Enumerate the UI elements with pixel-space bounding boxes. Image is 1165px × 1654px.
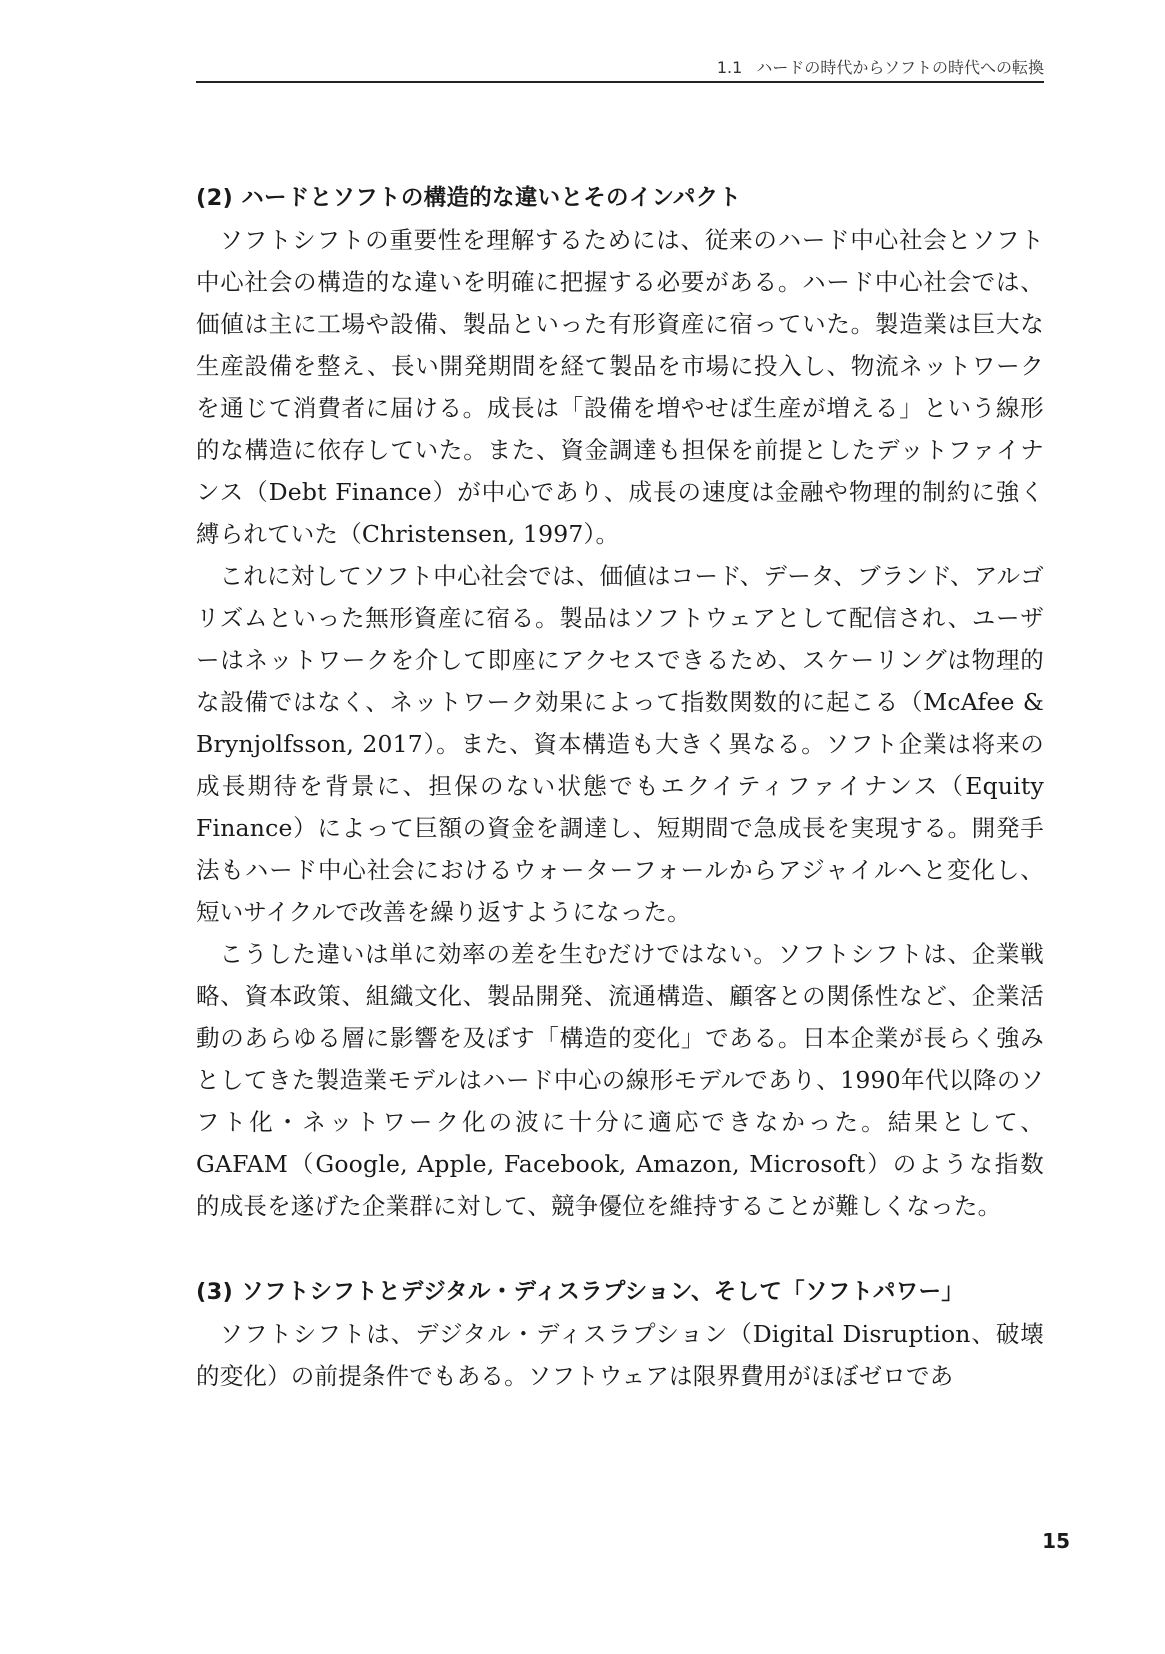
running-header-section-title: ハードの時代からソフトの時代への転換 <box>756 58 1044 77</box>
running-header-section-number: 1.1 <box>716 58 743 77</box>
paragraph: これに対してソフト中心社会では、価値はコード、データ、ブランド、アルゴリズムといった無形資産に宿る。製品はソフトウェアとして配信され、ユーザーはネットワークを介して即座にアクセスできるため、スケーリングは物理的な設備ではなく、ネットワーク効果によって指数関数的に起こる（McAfee & Brynjolfsson, 2017）。また、資本構造も大きく異なる。ソフト企業は将来の成長期待を背景に、担保のない状態でもエクイティファイナンス（Equity Finance）によって巨額の資金を調達し、短期間で急成長を実現する。開発手法もハード中心社会におけるウォーターフォールからアジャイルへと変化し、短いサイクルで改善を繰り返すようになった。 <box>196 562 1044 926</box>
paragraph: ソフトシフトは、デジタル・ディスラプション（Digital Disruption、破壊的変化）の前提条件でもある。ソフトウェアは限界費用がほぼゼロであ <box>196 1320 1044 1390</box>
paragraph: ソフトシフトの重要性を理解するためには、従来のハード中心社会とソフト中心社会の構造的な違いを明確に把握する必要がある。ハード中心社会では、価値は主に工場や設備、製品といった有形資産に宿っていた。製造業は巨大な生産設備を整え、長い開発期間を経て製品を市場に投入し、物流ネットワークを通じて消費者に届ける。成長は「設備を増やせば生産が増える」という線形的な構造に依存していた。また、資金調達も担保を前提としたデットファイナンス（Debt Finance）が中心であり、成長の速度は金融や物理的制約に強く縛られていた（Christensen, 1997）。 <box>196 226 1044 548</box>
header-rule <box>196 81 1044 83</box>
body-text <box>196 178 1044 1397</box>
paragraph: こうした違いは単に効率の差を生むだけではない。ソフトシフトは、企業戦略、資本政策、組織文化、製品開発、流通構造、顧客との関係性など、企業活動のあらゆる層に影響を及ぼす「構造的変化」である。日本企業が長らく強みとしてきた製造業モデルはハード中心の線形モデルであり、1990年代以降のソフト化・ネットワーク化の波に十分に適応できなかった。結果として、GAFAM（Google, Apple, Facebook, Amazon, Microsoft）のような指数的成長を遂げた企業群に対して、競争優位を維持することが難しくなった。 <box>196 940 1044 1220</box>
section-heading-3: (3) ソフトシフトとデジタル・ディスラプション、そして「ソフトパワー」 <box>196 1279 965 1305</box>
running-header <box>196 56 1044 80</box>
section-heading-2: (2) ハードとソフトの構造的な違いとそのインパクト <box>196 185 742 211</box>
page-number: 15 <box>1042 1529 1070 1553</box>
